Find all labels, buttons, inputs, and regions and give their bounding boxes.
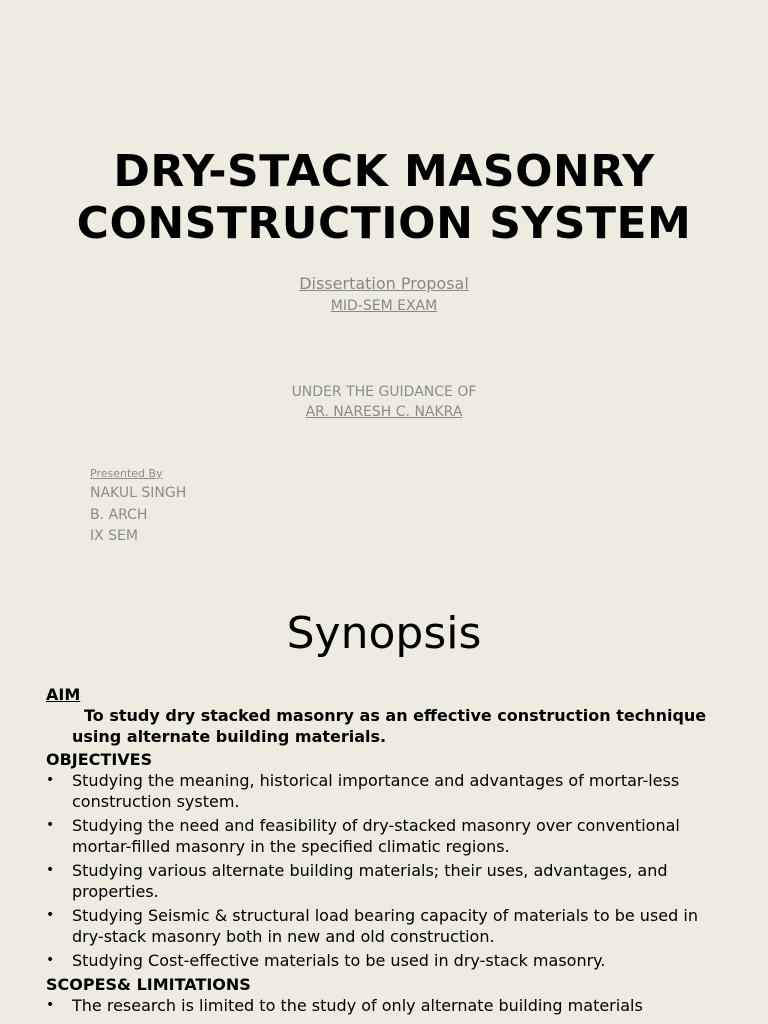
bullet-icon: • bbox=[46, 952, 55, 968]
title-line-1: DRY-STACK MASONRY bbox=[113, 146, 655, 197]
objectives-list bbox=[46, 770, 726, 971]
bullet-icon: • bbox=[46, 862, 55, 878]
guide-name: AR. NARESH C. NAKRA bbox=[305, 404, 463, 420]
subtitle: Dissertation Proposal bbox=[299, 274, 469, 293]
bullet-icon: • bbox=[46, 817, 55, 833]
objective-text: Studying various alternate building materials; their uses, advantages, and properties. bbox=[72, 861, 668, 901]
synopsis-heading: Synopsis bbox=[286, 608, 482, 659]
list-item bbox=[46, 770, 726, 812]
list-item bbox=[46, 815, 726, 857]
objective-text: Studying Cost-effective materials to be used in dry-stack masonry. bbox=[72, 951, 606, 970]
title-line-2: CONSTRUCTION SYSTEM bbox=[76, 198, 692, 249]
list-item bbox=[46, 905, 726, 947]
presenter-semester: IX SEM bbox=[90, 528, 138, 544]
guidance-label: UNDER THE GUIDANCE OF bbox=[291, 384, 477, 400]
aim-text: To study dry stacked masonry as an effective construction technique using alternate building materials. bbox=[72, 706, 707, 746]
synopsis-body bbox=[46, 684, 726, 1019]
document-title bbox=[0, 146, 768, 250]
aim-heading: AIM bbox=[46, 685, 81, 704]
objective-text: Studying Seismic & structural load bearing capacity of materials to be used in dry-stack masonry both in new and old construction. bbox=[72, 906, 698, 946]
presenter-degree: B. ARCH bbox=[90, 506, 148, 523]
list-item bbox=[46, 860, 726, 902]
exam-label: MID-SEM EXAM bbox=[330, 298, 438, 314]
list-item bbox=[46, 995, 726, 1016]
list-item bbox=[46, 950, 726, 971]
presenter-name: NAKUL SINGH bbox=[90, 485, 187, 501]
scopes-list bbox=[46, 995, 726, 1016]
presenter-block bbox=[90, 467, 186, 548]
presenter-label: Presented By bbox=[90, 467, 163, 480]
guidance-block bbox=[0, 384, 768, 420]
objective-text: Studying the meaning, historical importance and advantages of mortar-less construction system. bbox=[72, 771, 680, 811]
scopes-heading: SCOPES& LIMITATIONS bbox=[46, 975, 251, 994]
objective-text: Studying the need and feasibility of dry-stacked masonry over conventional mortar-filled masonry in the specified climatic regions. bbox=[72, 816, 680, 856]
bullet-icon: • bbox=[46, 997, 55, 1013]
objectives-heading: OBJECTIVES bbox=[46, 750, 153, 769]
bullet-icon: • bbox=[46, 907, 55, 923]
bullet-icon: • bbox=[46, 772, 55, 788]
scope-text: The research is limited to the study of only alternate building materials bbox=[72, 996, 643, 1015]
